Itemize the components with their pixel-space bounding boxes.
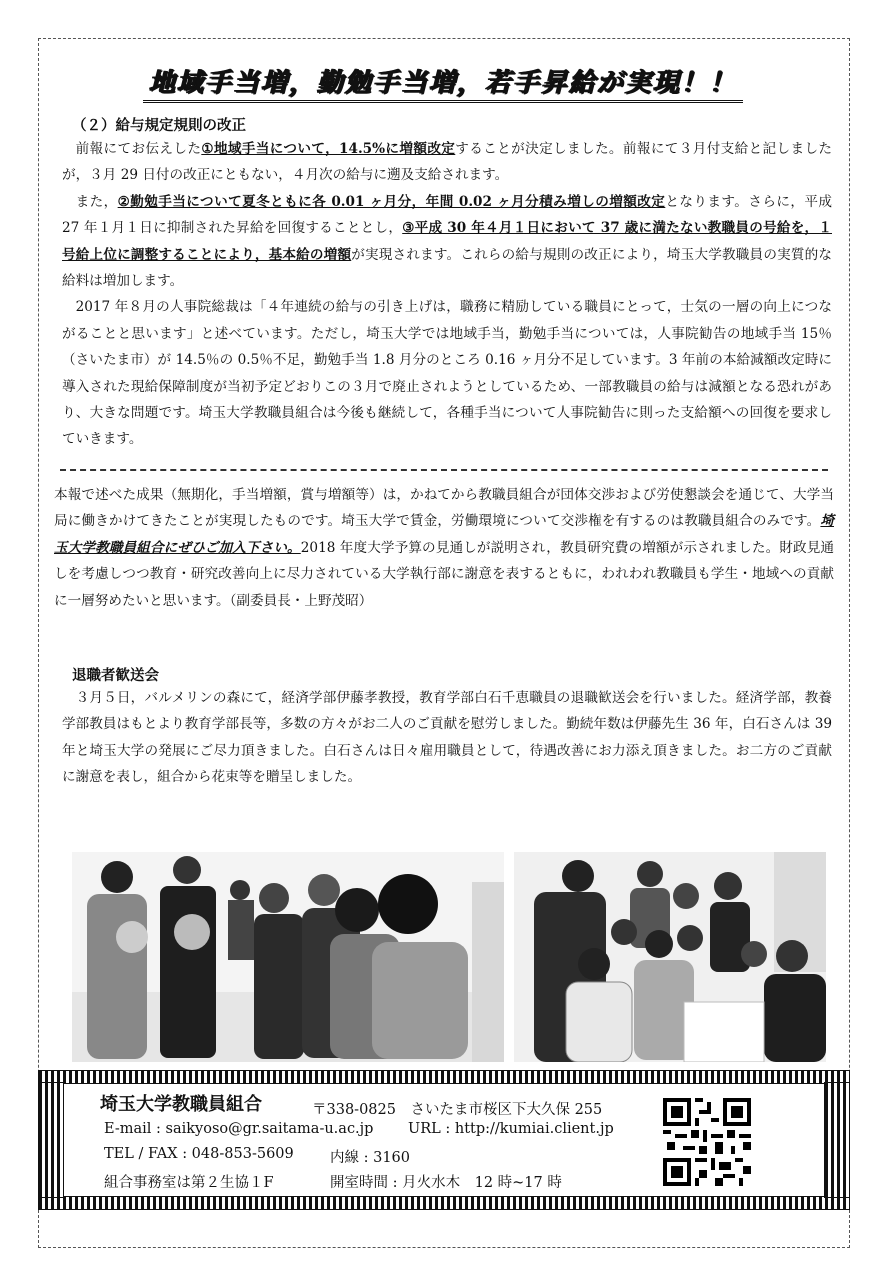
footer-bottom-border: [38, 1196, 850, 1210]
section-union-achievements: [54, 482, 834, 614]
paragraph-union-achievements: 本報で述べた成果（無期化，手当増額，賞与増額等）は，かねてから教職員組合が団体交渉および労使懇談会を通じて、大学当局に働きかけてきたことが実現したものです。埼玉大学で賃金，労働環境について交渉権を有するのは教職員組合のみです。埼玉大学教職員組合にぜひご加入下さい。2018 年度大学予算の見通しが説明され，教員研究費の増額が示されました。財政見通しを考慮しつつ教育・研究改善向上に尽力されている大学執行部に謝意を表するともに，われわれ教職員も学生・地域への貢献に一層努めたいと思います。（副委員長・上野茂昭）: [54, 487, 835, 609]
office-hours: 開室時間 : 月火水木 12 時~17 時: [330, 1175, 562, 1191]
extension: 内線 : 3160: [330, 1150, 411, 1166]
footer-right-column: [824, 1082, 850, 1198]
footer-left-column: [38, 1082, 64, 1198]
section-heading-farewell: 退職者歓送会: [72, 668, 159, 684]
dash-separator: [60, 469, 828, 471]
paragraph-nra-recommendation: 2017 年８月の人事院総裁は「４年連続の給与の引き上げは，職務に精励している職員にとって，士気の一層の向上につながることと思います」と述べています。ただし，埼玉大学では地域手当，勤勉手当については，人事院勧告の地域手当 15％（さいたま市）が 14.5％の 0.5％不足，勤勉手当 1.8 月分のところ 0.16 ヶ月分不足しています。3 年前の本給減額改定時に導入された現給保障制度が当初予定どおりこの３月で廃止されようとしているため、一部教職員の給与は減額となる恐れがあり、大きな問題です。埼玉大学教職員組合は今後も継続して，各種手当について人事院勧告に則った支給額への回復を要求していきます。: [62, 299, 832, 448]
website-link[interactable]: URL : http://kumiai.client.jp: [408, 1121, 614, 1137]
org-address: 〒338-0825 さいたま市桜区下大久保 255: [312, 1102, 603, 1118]
tel-fax: TEL / FAX : 048-853-5609: [104, 1146, 294, 1162]
office-location: 組合事務室は第２生協１F: [104, 1175, 274, 1191]
email-link[interactable]: E-mail : saikyoso@gr.saitama-u.ac.jp: [104, 1121, 374, 1137]
section-farewell: [62, 685, 832, 791]
photo-farewell-right: [514, 852, 826, 1062]
footer-contact: [38, 1070, 850, 1210]
page-title: 地域手当増，勤勉手当増，若手昇給が実現！！: [60, 62, 826, 99]
paragraph-diligence-allowance: また，②勤勉手当について夏冬ともに各 0.01 ヶ月分，年間 0.02 ヶ月分積み増しの増額改定となります。さらに，平成 27 年１月１日に抑制された昇給を回復することとし，③平成 30 年４月１日において 37 歳に満たない教職員の号給を，１号給上位に調整することにより，基本給の増額が実現されます。これらの給与規則の改正により，埼玉大学教職員の実質的な給料は増加します。: [62, 193, 833, 290]
photo-farewell-left: [72, 852, 504, 1062]
org-name: 埼玉大学教職員組合: [100, 1094, 262, 1115]
section-heading-pay-rules: （２）給与規定規則の改正: [72, 118, 246, 134]
section-pay-rules: [62, 136, 832, 453]
paragraph-regional-allowance: 前報にてお伝えした①地域手当について，14.5%に増額改定することが決定しました。前報にて３月付支給と記しましたが，３月 29 日付の改正にともない，４月次の給与に遡及支給されます。: [62, 141, 833, 184]
qr-code-icon[interactable]: [663, 1098, 751, 1186]
footer-top-border: [38, 1070, 850, 1084]
paragraph-farewell: ３月５日，バルメリンの森にて，経済学部伊藤孝教授，教育学部白石千恵職員の退職歓送会を行いました。経済学部，教養学部教員はもとより教育学部長等，多数の方々がお二人のご貢献を慰労しました。勤続年数は伊藤先生 36 年，白石さんは 39 年と埼玉大学の発展にご尽力頂きました。白石さんは日々雇用職員として，待遇改善にお力添え頂きました。お二方のご貢献に謝意を表し，組合から花束等を贈呈しました。: [62, 690, 832, 786]
